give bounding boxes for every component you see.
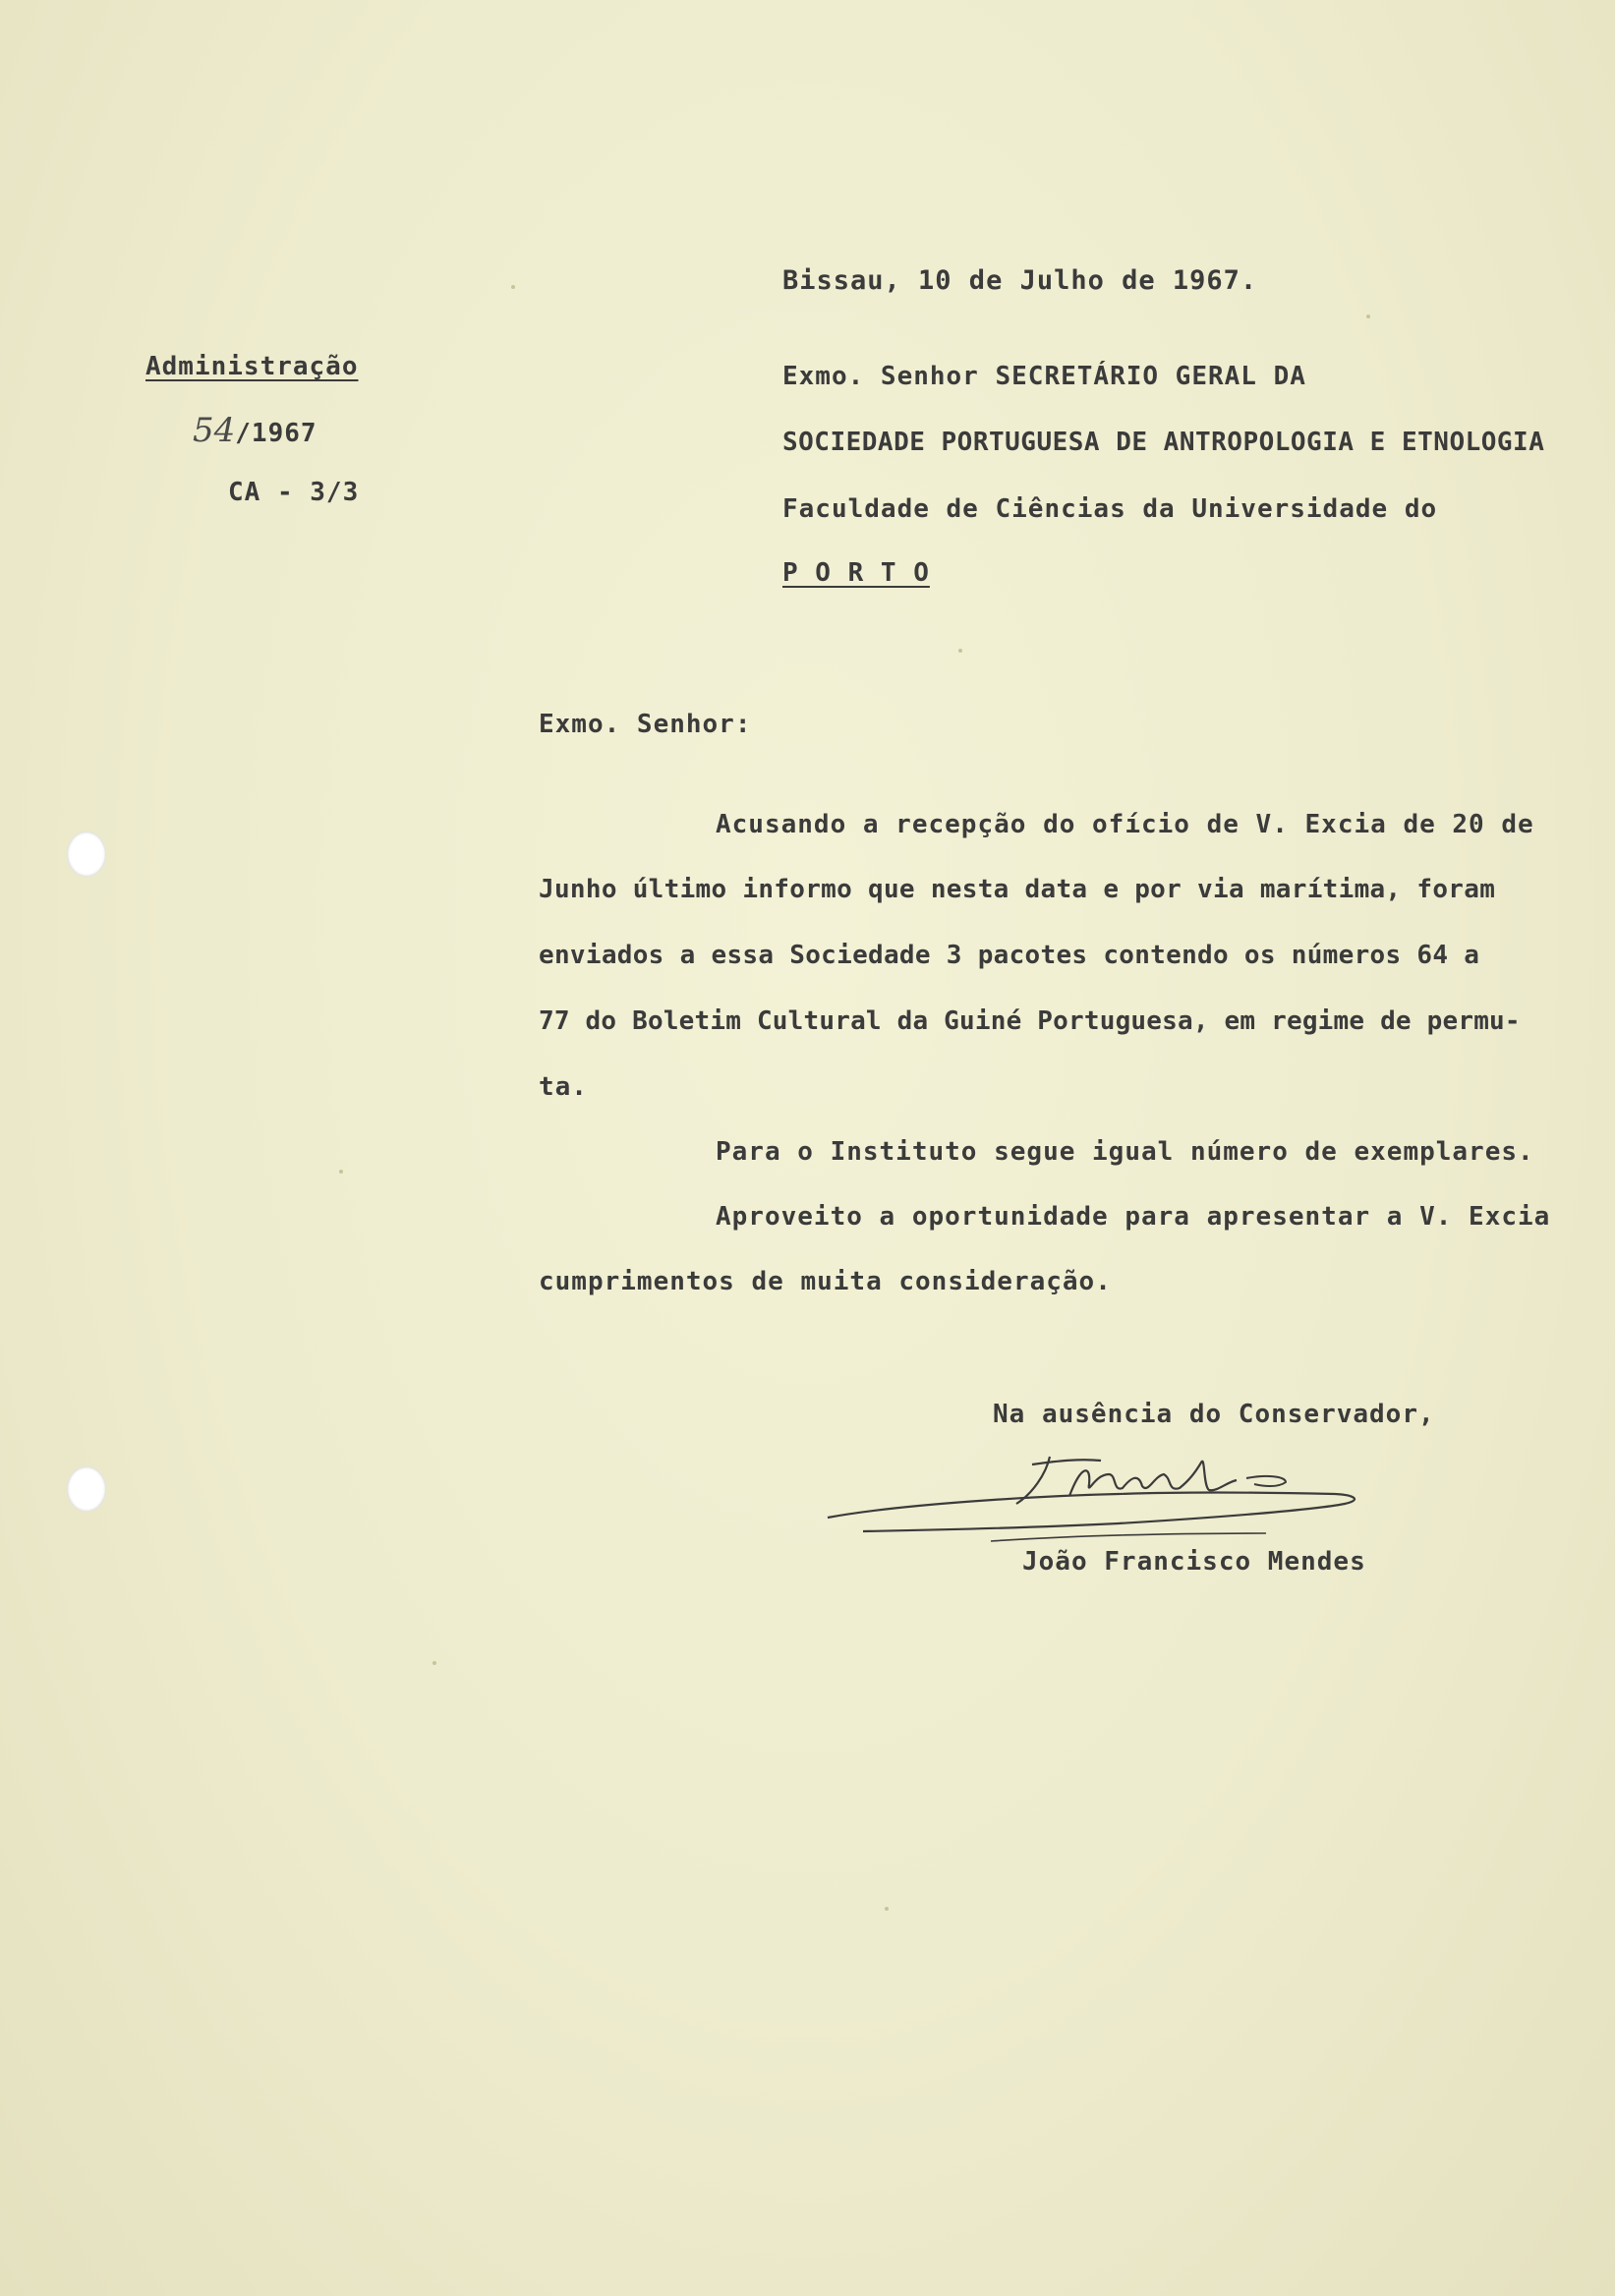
reference-number-handwritten: 54 [193, 411, 236, 450]
recipient-line-2: SOCIEDADE PORTUGUESA DE ANTROPOLOGIA E ETNOLOGIA [782, 428, 1545, 457]
paper-speck [1366, 315, 1370, 318]
body-line-2: Junho último informo que nesta data e por via marítima, foram [539, 875, 1496, 904]
recipient-line-3: Faculdade de Ciências da Universidade do [782, 494, 1438, 524]
salutation: Exmo. Senhor: [539, 710, 752, 739]
reference-number [193, 411, 317, 450]
handwritten-signature [824, 1435, 1374, 1543]
paper-speck [958, 649, 962, 653]
body-line-4: 77 do Boletim Cultural da Guiné Portuguesa, em regime de permu- [539, 1006, 1521, 1036]
body-line-1: Acusando a recepção do ofício de V. Excia de 20 de [716, 810, 1534, 839]
signatory-name: João Francisco Mendes [1022, 1547, 1366, 1577]
recipient-city: P O R T O [782, 558, 930, 588]
admin-heading: Administração [145, 352, 359, 381]
body-line-8: cumprimentos de muita consideração. [539, 1267, 1112, 1296]
paper-speck [885, 1907, 889, 1911]
body-line-3: enviados a essa Sociedade 3 pacotes contendo os números 64 a [539, 941, 1480, 970]
body-line-5: ta. [539, 1072, 588, 1102]
paper-speck [339, 1170, 343, 1174]
paper-speck [511, 285, 515, 289]
place-date: Bissau, 10 de Julho de 1967. [782, 265, 1258, 296]
closing: Na ausência do Conservador, [993, 1400, 1435, 1429]
punch-hole-lower [67, 1466, 106, 1512]
punch-hole-upper [67, 832, 106, 877]
body-line-7: Aproveito a oportunidade para apresentar a V. Excia [716, 1202, 1551, 1232]
reference-code: CA - 3/3 [228, 478, 360, 507]
reference-year: /1967 [235, 419, 317, 448]
body-line-6: Para o Instituto segue igual número de exemplares. [716, 1137, 1534, 1167]
paper-speck [433, 1661, 436, 1665]
recipient-line-1: Exmo. Senhor SECRETÁRIO GERAL DA [782, 362, 1306, 391]
